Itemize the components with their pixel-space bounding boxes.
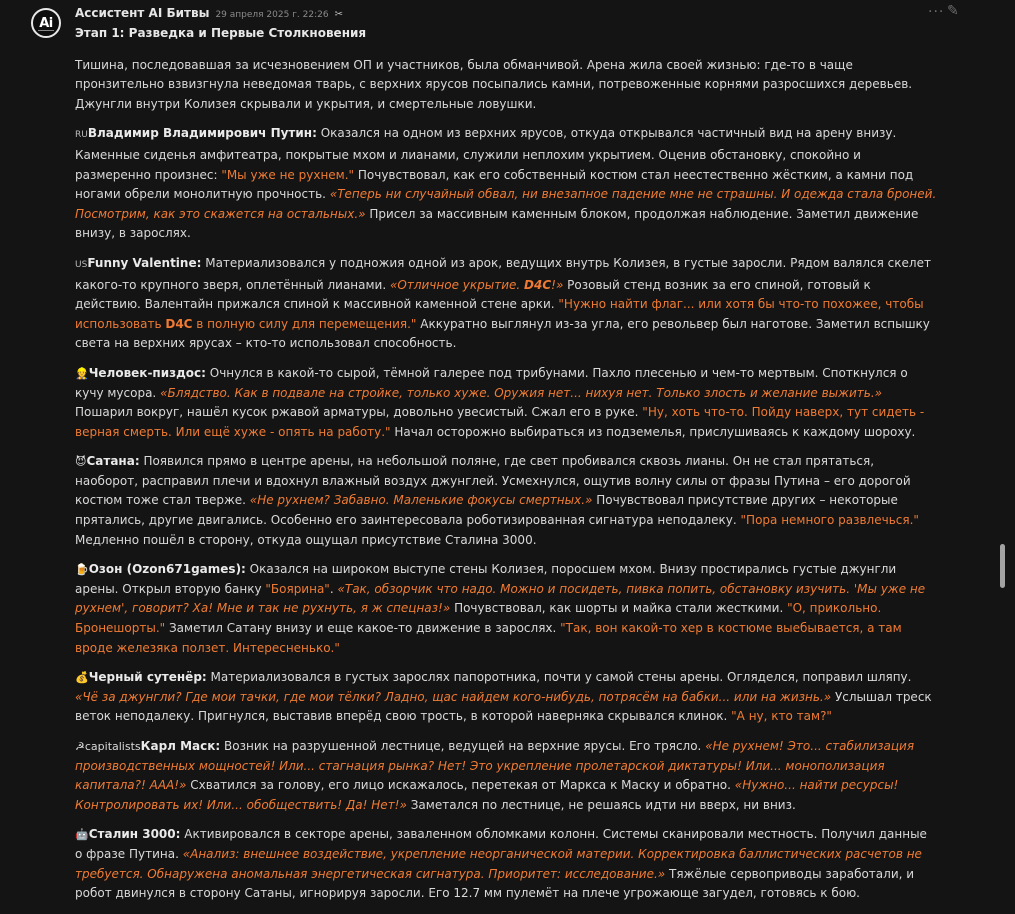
- speech-quote: "Мы уже не рухнем.": [221, 167, 355, 182]
- message-body: [75, 24, 937, 914]
- character-name: Карл Маск:: [140, 739, 221, 753]
- flag-us-icon: US: [75, 259, 88, 270]
- paragraph-satan: [75, 452, 937, 550]
- intro-paragraph: Тишина, последовавшая за исчезновением ОП и участников, была обманчивой. Арена жила своей жизнью: где-то в чаще пронзительно взвизгнула неведомая тварь, с верхних ярусов посыпались камни, потревоженные корнями разросшихся деревьев. Джунгли внутри Колизея скрывали и укрытия, и смертельные ловушки.: [75, 57, 913, 111]
- narration: Присел за массивным каменным блоком, продолжая наблюдение. Заметил движение внизу, в зарослях.: [75, 206, 919, 241]
- character-name: Сталин 3000:: [88, 827, 181, 842]
- devil-icon: 😈: [75, 455, 87, 469]
- narration: .: [329, 581, 338, 596]
- narration: Заметил Сатану внизу и еще какое-то движение в зарослях.: [165, 621, 561, 636]
- scrollbar-track[interactable]: [1000, 0, 1008, 803]
- thought-quote: «Не рухнем! Это... стабилизация производственных мощностей! Или... стагнация рынка? Нет! Это укрепление пролетарской диктатуры! Или... монополизация капитала?! ААА!»: [75, 739, 915, 793]
- paragraph-karl-musk: [75, 737, 937, 815]
- narration: Очнулся в какой-то сырой, тёмной галерее под трибунами. Пахло плесенью и чем-то мертвым. Споткнулся о кучу мусора.: [75, 365, 908, 400]
- character-name: Человек-пиздос:: [88, 365, 206, 380]
- thought-quote: «Отличное укрытие.: [389, 277, 525, 292]
- author-name[interactable]: Ассистент AI Битвы: [75, 6, 210, 20]
- thought-quote: «Теперь ни случайный обвал, ни внезапное падение мне не страшны. И одежда стала броней. Посмотрим, как это скажется на остальных.»: [75, 187, 937, 221]
- narration: Материализовался в густых зарослях папоротника, почти у самой стены арены. Огляделся, поправил шляпу.: [206, 670, 912, 685]
- flag-ru-icon: RU: [75, 130, 88, 141]
- stand-name: D4C: [165, 316, 193, 331]
- construction-worker-icon: 👷: [75, 366, 89, 380]
- narration: Медленно пошёл в сторону, откуда ощущал присутствие Сталина 3000.: [75, 532, 537, 547]
- speech-quote: "Боярина": [265, 581, 330, 596]
- thought-quote: «Нужно... найти ресурсы! Контролировать их! Или... обобществить! Да! Нет!»: [75, 778, 899, 812]
- beer-icon: 🍺: [75, 563, 89, 577]
- paragraph-putin: [75, 124, 937, 244]
- character-name: Черный сутенёр:: [88, 670, 207, 685]
- character-name: Funny Valentine:: [87, 255, 202, 270]
- speech-quote: "Ну, хоть что-то. Пойду наверх, тут сидеть - верная смерть. Или ещё хуже - опять на работу.": [75, 405, 925, 439]
- speech-quote: "Так, вон какой-то хер в костюме выебывается, а там вроде железяка ползет. Интересненько.": [75, 621, 902, 655]
- paragraph-worker: [75, 364, 937, 442]
- pin-icon: ✂: [334, 9, 343, 20]
- thought-quote: «Чё за джунгли? Где мои тачки, где мои тёлки? Ладно, щас найдем кого-нибудь, потрясём на бабки... или на жизнь.»: [75, 689, 832, 704]
- thought-quote-end: !»: [551, 277, 564, 292]
- narration: Почувствовал, как его собственный костюм стал неестественно жёстким, а камни под ногами обрели монолитную прочность.: [75, 167, 914, 202]
- narration: Пошарил вокруг, нашёл кусок ржавой арматуры, довольно увесистый. Сжал его в руке.: [75, 405, 643, 420]
- narration: Почувствовал, как шорты и майка стали жесткими.: [450, 601, 788, 616]
- message-title: Этап 1: Разведка и Первые Столкновения: [75, 26, 367, 40]
- narration: Оказался на одном из верхних ярусов, откуда открывался частичный вид на арену внизу. Каменные сиденья амфитеатра, покрытые мхом и лианами, служили неплохим укрытием. Оценив обстановку, спокойно и размеренно произнес:: [75, 126, 897, 182]
- narration: Появился прямо в центре арены, на небольшой поляне, где свет пробивался сквозь лианы. Он не стал прятаться, наоборот, расправил плечи и вдохнул влажный воздух джунглей. Усмехнулся, ощутив волну силы от фразы Путина – его дорогой костюм тоже стал тверже.: [75, 454, 911, 508]
- character-name: Владимир Владимирович Путин:: [87, 126, 317, 141]
- edit-icon[interactable]: ✎: [947, 3, 959, 19]
- paragraph-ozon: [75, 560, 937, 658]
- character-name: Озон (Ozon671games):: [88, 562, 246, 577]
- narration: Заметался по лестнице, не решаясь идти ни вверх, ни вниз.: [406, 797, 796, 812]
- money-bag-icon: 💰: [75, 671, 89, 685]
- stand-name: D4C: [524, 277, 552, 292]
- thought-quote: «Блядство. Как в подвале на стройке, только хуже. Оружия нет... нихуя нет. Только злость и желание выжить.»: [160, 385, 883, 400]
- narration: Тяжёлые сервоприводы заработали, и робот двинулся в сторону Сатаны, игнорируя заросли. Его 12.7 мм пулемёт на плече угрожающе загудел, готовясь к бою.: [75, 866, 915, 901]
- speech-quote: "А ну, кто там?": [731, 709, 832, 724]
- narration: Активировался в секторе арены, заваленном обломками колонн. Системы сканировали местность. Получил данные о фразе Путина.: [75, 827, 927, 861]
- thought-quote: «Не рухнем? Забавно. Маленькие фокусы смертных.»: [249, 493, 593, 508]
- narration: Аккуратно выглянул из-за угла, его револьвер был наготове. Заметил вспышку света на верхних ярусах – кто-то использовал способность.: [75, 316, 930, 351]
- paragraph-pimp: [75, 668, 937, 727]
- paragraph-stalin-3000: [75, 825, 937, 903]
- speech-quote: "Нужно найти флаг... или хотя бы что-то похожее, чтобы использовать: [75, 297, 924, 331]
- message-timestamp: 29 апреля 2025 г. 22:26: [215, 10, 329, 20]
- speech-quote: "Пора немного развлечься.": [740, 513, 919, 528]
- narration: Розовый стенд возник за его спиной, готовый к действию. Валентайн прижался спиной к массивной каменной стене арки.: [75, 277, 871, 312]
- character-name: Сатана:: [86, 454, 140, 469]
- scrollbar-thumb[interactable]: [1000, 544, 1005, 588]
- robot-icon: 🤖: [75, 828, 89, 842]
- narration: Материализовался у подножия одной из арок, ведущих внутрь Колизея, в густые заросли. Рядом валялся скелет какого-то крупного зверя, оплетённый лианами.: [75, 255, 931, 292]
- narration: Возник на разрушенной лестнице, ведущей на верхние ярусы. Его трясло.: [220, 739, 706, 753]
- narration: Почувствовал присутствие других – некоторые прятались, другие двигались. Особенно его заинтересовала роботизированная сигнатура неподалеку.: [75, 493, 898, 528]
- speech-quote-end: в полную силу для перемещения.": [192, 316, 417, 331]
- message-header: [75, 6, 343, 24]
- narration: Схватился за голову, его лицо искажалось, перетекая от Маркса к Маску и обратно.: [186, 778, 735, 793]
- paragraph-valentine: [75, 254, 937, 354]
- more-icon[interactable]: ···: [928, 4, 945, 20]
- thought-quote: «Так, обзорчик что надо. Можно и посидеть, пивка попить, обстановку изучить. 'Мы уже не рухнем', говорит? Ха! Мне и так не рухнуть, я ж спецназ!»: [75, 581, 926, 616]
- narration: Услышал треск веток неподалеку. Пригнулся, выставив вперёд свою трость, в которой наверняка скрывался клинок.: [75, 689, 932, 724]
- narration: Начал осторожно выбираться из подземелья, прислушиваясь к каждому шороху.: [390, 424, 916, 439]
- narration: Оказался на широком выступе стены Колизея, поросшем мхом. Внизу простирались густые джунгли арены. Открыл вторую банку: [75, 562, 897, 596]
- speech-quote: "О, прикольно. Бронешорты.": [75, 601, 882, 636]
- capitalists-label: capitalists: [84, 740, 141, 753]
- hammer-sickle-icon: ☭: [75, 740, 85, 753]
- thought-quote: «Анализ: внешнее воздействие, укрепление неорганической материи. Корректировка баллистических расчетов не требуется. Обнаружена аномальная энергетическая сигнатура. Приоритет: исследование.»: [75, 846, 922, 881]
- bot-avatar[interactable]: Ai: [31, 8, 61, 38]
